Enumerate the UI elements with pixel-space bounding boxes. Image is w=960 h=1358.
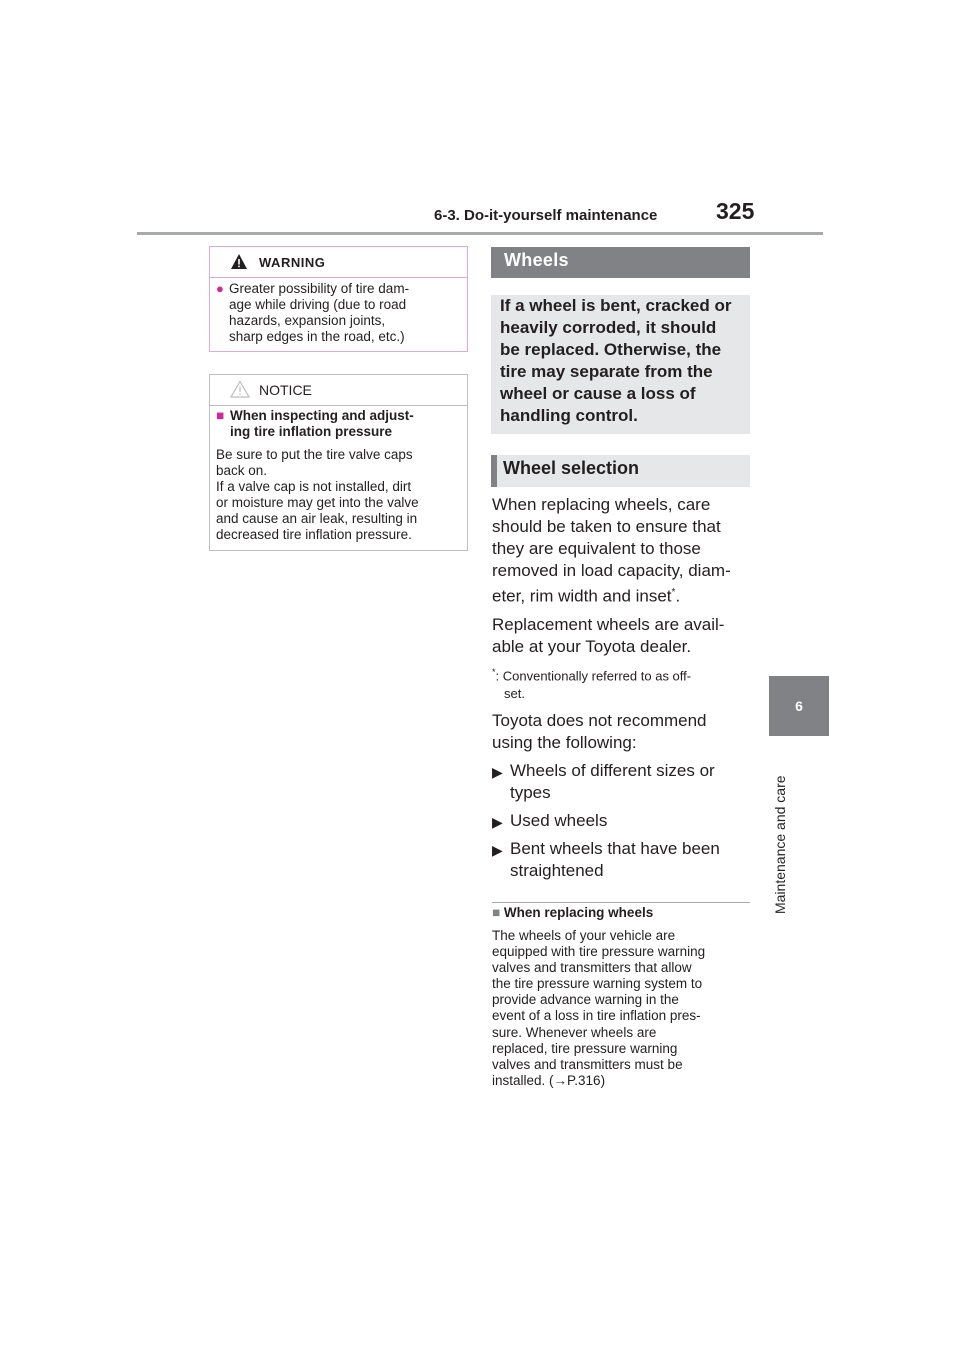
list-item <box>492 810 752 832</box>
warning-label: WARNING <box>259 255 326 270</box>
caution-triangle-icon <box>230 380 250 398</box>
notice-box <box>209 374 468 551</box>
chapter-tab-title-text: Maintenance and care <box>772 775 788 914</box>
bullet-triangle-icon: ▶ <box>492 814 503 830</box>
notice-label: NOTICE <box>259 382 312 398</box>
list-item-text: Wheels of different sizes or types <box>510 761 715 802</box>
notice-square-icon: ■ <box>216 408 225 423</box>
wheels-intro-box <box>491 295 750 434</box>
reference-arrow-icon: → <box>553 1072 568 1088</box>
footnote-marker: * <box>671 587 676 598</box>
warning-header <box>210 247 467 278</box>
footnote-cont: set. <box>504 686 525 702</box>
note-heading <box>492 905 653 920</box>
note-body <box>492 928 752 1089</box>
warning-body <box>216 281 461 345</box>
page-reference-link[interactable]: P.316) <box>567 1072 606 1088</box>
paragraph-replacing-text: When replacing wheels, care should be taken to ensure that they are equivalent to those removed in load capacity, diam- eter, rim width and inset <box>492 495 731 606</box>
footnote-text: : Conventionally referred to as off- <box>495 668 692 684</box>
note-square-icon: ■ <box>492 905 501 920</box>
paragraph-replacing <box>492 494 752 608</box>
note-heading-text: When replacing wheels <box>503 905 654 920</box>
header-rule <box>137 232 823 235</box>
wheels-heading-text: Wheels <box>504 250 569 270</box>
notice-body: Be sure to put the tire valve caps back on. If a valve cap is not installed, dirt or moisture may get into the valve and cause an air leak, resulting in decreased tire inflation pressure. <box>216 447 419 542</box>
list-item <box>492 760 752 804</box>
paragraph-not-recommend: Toyota does not recommend using the following: <box>492 711 707 752</box>
wheels-heading <box>491 247 750 278</box>
wheels-intro-text: If a wheel is bent, cracked or heavily corroded, it should be replaced. Otherwise, the tire may separate from the wheel or cause a loss of handling control. <box>500 296 732 425</box>
note-body-text: The wheels of your vehicle are equipped with tire pressure warning valves and transmitters that allow the tire pressure warning system to provide advance warning in the event of a loss in tire inflation pres- sure. Whenever wheels are replaced, tire pressure warning valves and transmitters must be installed. ( <box>492 928 706 1088</box>
note-divider <box>492 902 750 903</box>
list-item <box>492 838 752 882</box>
warning-box <box>209 246 468 352</box>
page-number: 325 <box>716 198 755 224</box>
warning-bullet-icon: ● <box>216 281 224 296</box>
wheel-selection-heading-text: Wheel selection <box>503 458 640 478</box>
bullet-triangle-icon: ▶ <box>492 842 503 858</box>
list-item-text: Used wheels <box>510 811 608 830</box>
warning-text: Greater possibility of tire dam- age while driving (due to road hazards, expansion joints, sharp edges in the road, etc.) <box>229 281 410 344</box>
notice-subheading-text: When inspecting and adjust- ing tire inflation pressure <box>230 408 414 439</box>
section-title: 6-3. Do-it-yourself maintenance <box>434 207 658 224</box>
warning-triangle-icon <box>230 253 248 270</box>
notice-header <box>210 375 467 406</box>
bullet-triangle-icon: ▶ <box>492 764 503 780</box>
paragraph-dealer: Replacement wheels are avail- able at your Toyota dealer. <box>492 615 725 656</box>
footnote-star: * <box>492 667 496 677</box>
notice-subheading <box>216 408 461 440</box>
chapter-tab-title <box>766 742 794 917</box>
paragraph-replacing-end: . <box>675 586 681 606</box>
wheel-selection-heading <box>491 455 750 487</box>
chapter-tab-number[interactable]: 6 <box>769 676 829 736</box>
footnote <box>492 663 752 703</box>
list-item-text: Bent wheels that have been straightened <box>510 839 720 880</box>
